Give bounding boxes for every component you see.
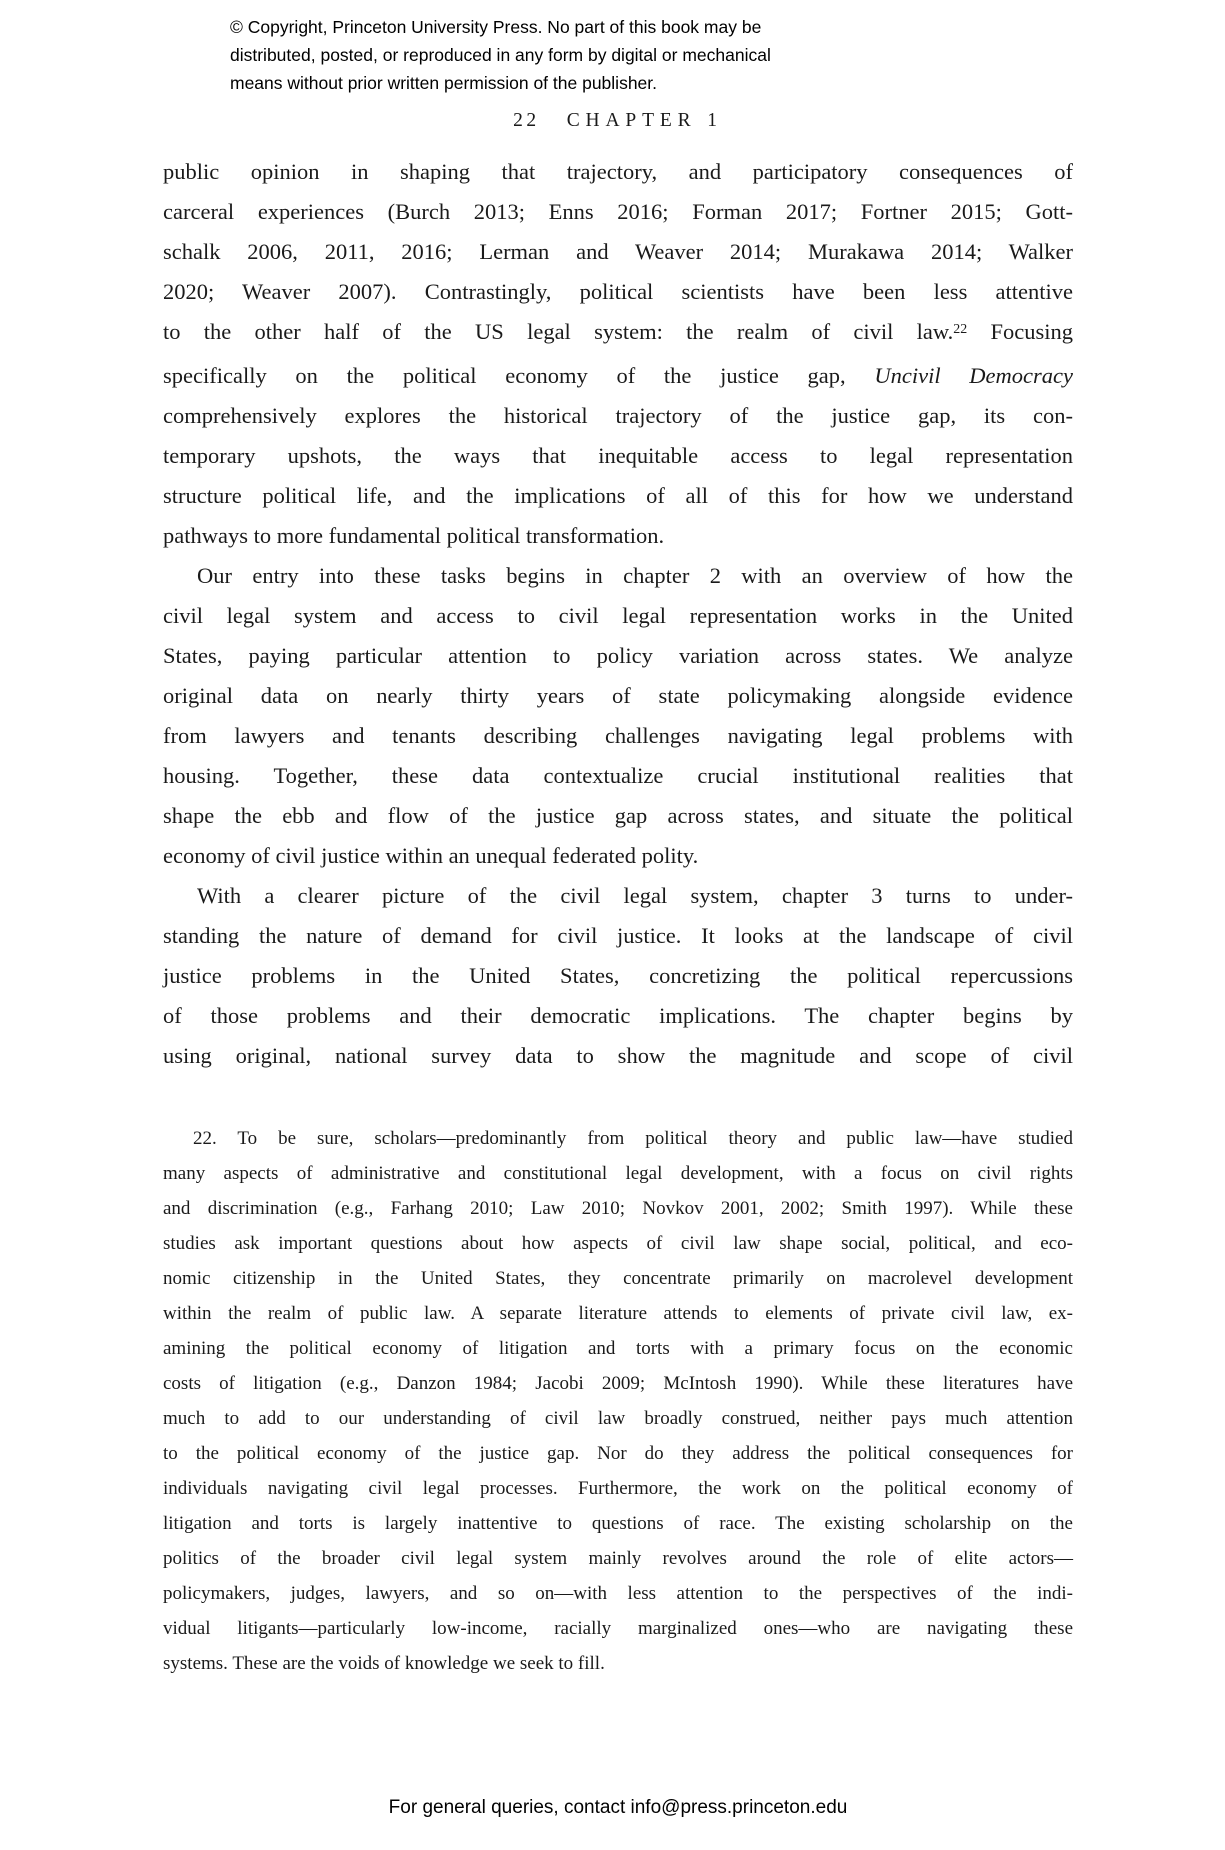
text-line: to the political economy of the justice gap. Nor do they address the political consequences for (163, 1443, 1073, 1464)
copyright-notice (230, 13, 870, 97)
text-line: vidual litigants—particularly low-income, racially marginalized ones—who are navigating these (163, 1618, 1073, 1639)
text-line: schalk 2006, 2011, 2016; Lerman and Weaver 2014; Murakawa 2014; Walker (163, 239, 1073, 264)
text-line: © Copyright, Princeton University Press. No part of this book may be (230, 17, 762, 37)
text-line: of those problems and their democratic implications. The chapter begins by (163, 1003, 1073, 1028)
text-line: carceral experiences (Burch 2013; Enns 2016; Forman 2017; Fortner 2015; Gott- (163, 199, 1073, 224)
text-line: temporary upshots, the ways that inequitable access to legal representation (163, 443, 1073, 468)
text-line: 2020; Weaver 2007). Contrastingly, political scientists have been less attentive (163, 279, 1073, 304)
page-number: 22 (513, 110, 540, 131)
text-line: systems. These are the voids of knowledge we seek to fill. (163, 1653, 605, 1674)
text-line: shape the ebb and flow of the justice gap across states, and situate the political (163, 803, 1073, 828)
text-line: justice problems in the United States, concretizing the political repercussions (163, 963, 1073, 988)
paragraph (163, 556, 1073, 876)
text-line: policymakers, judges, lawyers, and so on—with less attention to the perspectives of the indi- (163, 1583, 1073, 1604)
running-head (163, 110, 1073, 132)
text-line: much to add to our understanding of civil law broadly construed, neither pays much attention (163, 1408, 1073, 1429)
text-line: to the other half of the US legal system: the realm of civil law.$^{22}$ Focusing (163, 319, 1073, 344)
text-line: Our entry into these tasks begins in chapter 2 with an overview of how the (197, 563, 1073, 588)
text-line: politics of the broader civil legal system mainly revolves around the role of elite actors— (163, 1548, 1073, 1569)
footnote (163, 1121, 1073, 1681)
text-line: nomic citizenship in the United States, they concentrate primarily on macrolevel development (163, 1268, 1073, 1289)
text-line: housing. Together, these data contextualize crucial institutional realities that (163, 763, 1073, 788)
text-line: from lawyers and tenants describing challenges navigating legal problems with (163, 723, 1073, 748)
text-line: amining the political economy of litigation and torts with a primary focus on the economic (163, 1338, 1073, 1359)
text-line: individuals navigating civil legal processes. Furthermore, the work on the political economy of (163, 1478, 1073, 1499)
body-text (163, 152, 1073, 1076)
text-line: distributed, posted, or reproduced in any form by digital or mechanical (230, 45, 771, 65)
text-line: economy of civil justice within an unequal federated polity. (163, 843, 699, 868)
text-line: structure political life, and the implications of all of this for how we understand (163, 483, 1073, 508)
text-line: States, paying particular attention to policy variation across states. We analyze (163, 643, 1073, 668)
text-line: With a clearer picture of the civil legal system, chapter 3 turns to under- (197, 883, 1073, 908)
text-line: specifically on the political economy of the justice gap, Uncivil Democracy (163, 363, 1073, 388)
text-line: comprehensively explores the historical trajectory of the justice gap, its con- (163, 403, 1073, 428)
text-line: and discrimination (e.g., Farhang 2010; Law 2010; Novkov 2001, 2002; Smith 1997). While these (163, 1198, 1073, 1219)
text-line: means without prior written permission of the publisher. (230, 73, 658, 93)
text-line: costs of litigation (e.g., Danzon 1984; Jacobi 2009; McIntosh 1990). While these literatures have (163, 1373, 1073, 1394)
text-line: civil legal system and access to civil legal representation works in the United (163, 603, 1073, 628)
text-line: original data on nearly thirty years of state policymaking alongside evidence (163, 683, 1073, 708)
text-line: public opinion in shaping that trajectory, and participatory consequences of (163, 159, 1073, 184)
text-line: 22. To be sure, scholars—predominantly from political theory and public law—have studied (193, 1128, 1073, 1149)
chapter-label: CHAPTER 1 (566, 110, 723, 131)
text-line: litigation and torts is largely inattentive to questions of race. The existing scholarship on the (163, 1513, 1073, 1534)
paragraph (163, 152, 1073, 556)
footnote-reference: 22 (953, 321, 968, 337)
text-line: using original, national survey data to show the magnitude and scope of civil (163, 1043, 1073, 1068)
italic-text: Uncivil Democracy (874, 363, 1073, 388)
text-line: pathways to more fundamental political transformation. (163, 523, 665, 548)
paragraph (163, 876, 1073, 1076)
footer-contact: For general queries, contact info@press.princeton.edu (388, 1797, 848, 1818)
text-line: within the realm of public law. A separate literature attends to elements of private civil law, ex- (163, 1303, 1073, 1324)
text-line: many aspects of administrative and constitutional legal development, with a focus on civil rights (163, 1163, 1073, 1184)
text-line: studies ask important questions about how aspects of civil law shape social, political, and eco- (163, 1233, 1073, 1254)
text-line: standing the nature of demand for civil justice. It looks at the landscape of civil (163, 923, 1073, 948)
